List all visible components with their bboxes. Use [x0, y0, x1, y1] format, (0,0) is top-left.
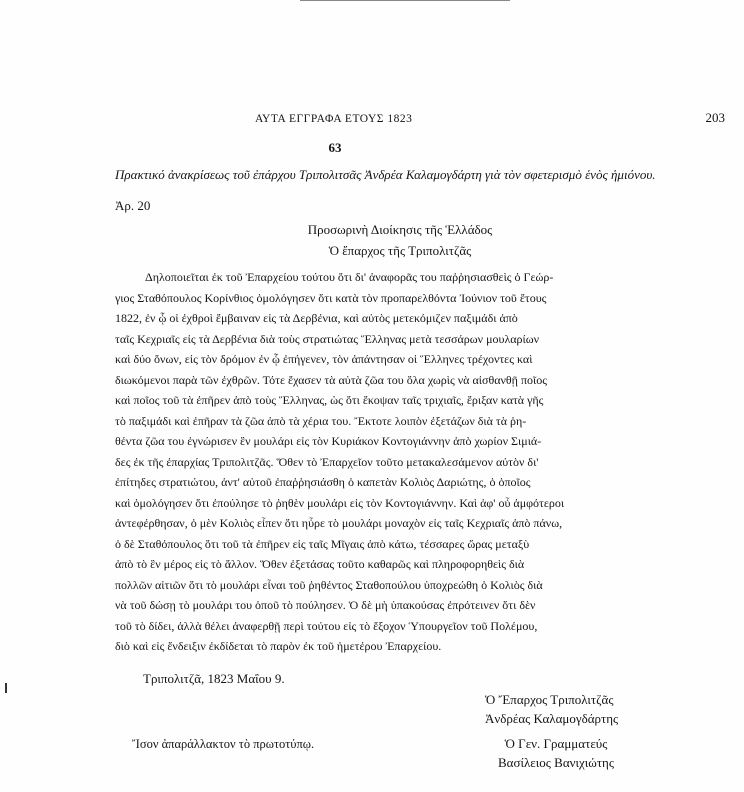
page-number: 203 [705, 110, 725, 125]
body-line: θέντα ζῶα του ἐγνώρισεν ἓν μουλάρι εἰς τὸν Κυριάκον Κοντογιάννην ἀπὸ χωρίον Σιμιά- [115, 434, 542, 448]
protocol-number: Ἀρ. 20 [115, 198, 151, 213]
document-summary: Πρακτικό ἀνακρίσεως τοῦ ἐπάρχου Τριπολιτσᾶς Ἀνδρέα Καλαμογδάρτη γιὰ τὸν σφετερισμὸ ἑνὸς ἡμιόνου. [115, 167, 656, 182]
body-line: ἐπίτηδες στρατιώτου, ἀντ' αὐτοῦ ἐπαῤῥησιάσθη ὁ καπετὰν Κολιὸς Δαριώτης, ὁ ὁποῖος [115, 475, 531, 489]
signature-name: Βασίλειος Βανιχιώτης [498, 754, 614, 770]
signatures [485, 690, 685, 772]
body-line: καὶ ὁμολόγησεν ὅτι ἐπούλησε τὸ ῥηθὲν μουλάρι εἰς τὸν Κοντογιάννην. Καὶ ἀφ' οὗ ἀμφότεροι [115, 495, 565, 510]
body-line: 1822, ἐν ᾧ οἱ ἐχθροὶ ἔμβαιναν εἰς τὰ Δερβένια, καὶ αὐτὸς μετεκόμιζεν παξιμάδι ἀπὸ [115, 311, 518, 325]
body-line: ἀπὸ τὸ ἓν μέρος εἰς τὸ ἄλλον. Ὅθεν ἐξετάσας τοῦτο καθαρῶς καὶ πληροφορηθεὶς διὰ [115, 557, 525, 571]
document-footer [115, 690, 685, 772]
signature-prefect [485, 690, 685, 728]
heading-authority: Προσωρινὴ Διοίκησις τῆς Ἑλλάδος [307, 222, 493, 237]
body-line: τὸ παξιμάδι καὶ ἐπῆραν τὰ ζῶα ἀπὸ τὰ χέρια του. Ἔκτοτε λοιπὸν ἐξετάζων διὰ τὰ ῥη- [115, 413, 527, 428]
body-line: διωκόμενοι παρὰ τῶν ἐχθρῶν. Τότε ἔχασεν τὰ αὐτὰ ζῶα του ὅλα χωρὶς νὰ αἰσθανθῇ ποῖος [115, 372, 547, 387]
document-heading [115, 219, 685, 261]
body-line: τοῦ τὸ δίδει, ἀλλὰ θέλει ἀναφερθῇ περὶ τούτου εἰς τὸ ἔξοχον Ὑπουργεῖον τοῦ Πολέμου, [115, 618, 538, 633]
document-number: 63 [328, 140, 342, 155]
certification-note: Ἴσον ἀπαράλλακτον τὸ πρωτοτύπῳ. [132, 736, 315, 751]
heading-issuer: Ὁ ἔπαρχος τῆς Τριπολιτζᾶς [328, 243, 472, 258]
body-line: πολλῶν αἰτιῶν ὅτι τὸ μουλάρι εἶναι τοῦ ῥηθέντος Σταθοπούλου ὑποχρεώθη ὁ Κολιὸς διὰ [115, 577, 543, 592]
signature-secretary [485, 734, 627, 772]
scan-artifact-top [300, 0, 510, 1]
body-line: διὸ καὶ εἰς ἔνδειξιν ἐκδίδεται τὸ παρὸν ἐκ τοῦ ἡμετέρου Ἐπαρχείου. [115, 639, 442, 653]
place-date: Τριπολιτζᾶ, 1823 Μαΐου 9. [143, 670, 285, 686]
signature-title: Ὁ Ἔπαρχος Τριπολιτζᾶς [485, 691, 614, 707]
body-line: ἀντεφέρθησαν, ὁ μὲν Κολιὸς εἶπεν ὅτι ηὗρε τὸ μουλάρι μοναχὸν εἰς ταῖς Κεχριαῖς ἀπὸ πάνω, [115, 516, 563, 530]
body-line: καὶ δύο ὄνων, εἰς τὸν δρόμον ἐν ᾧ ἐπήγενεν, τὸν ἀπάντησαν οἱ Ἕλληνες τρέχοντες καὶ [115, 352, 533, 366]
scan-artifact-margin [5, 683, 7, 693]
body-line: Δηλοποιεῖται ἐκ τοῦ Ἐπαρχείου τούτου ὅτι δι' ἀναφορᾶς του παῤῥησιασθεὶς ὁ Γεώρ- [145, 270, 554, 284]
body-line: γιος Σταθόπουλος Κορίνθιος ὁμολόγησεν ὅτι κατὰ τὸν προπαρελθόντα Ἰούνιον τοῦ ἔτους [115, 290, 547, 305]
running-head: ΑΥΤΑ ΕΓΓΡΑΦΑ ΕΤΟΥΣ 1823 [255, 113, 413, 125]
page-header [255, 110, 725, 126]
body-line: ὁ δὲ Σταθόπουλος ὅτι τοῦ τὰ ἐπῆρεν εἰς ταῖς Μῖγαις ἀπὸ κάτω, τέσσαρες ὥρας μεταξὺ [115, 536, 530, 551]
body-line: νὰ τοῦ δώσῃ τὸ μουλάρι του ὁποῦ τὸ πούλησεν. Ὁ δὲ μὴ ὑπακούσας ἐπρότεινεν ὅτι δὲν [115, 598, 536, 612]
body-line: καὶ ποῖος τοῦ τὰ ἐπῆρεν ἀπὸ τοὺς Ἕλληνας, ὡς ὅτι ἔκοψαν ταῖς τριχιαῖς, ἔριξαν κατὰ γῆς [115, 393, 544, 407]
signature-name: Ἀνδρέας Καλαμογδάρτης [485, 710, 619, 726]
signature-title: Ὁ Γεν. Γραμματεύς [504, 735, 608, 751]
document-body [115, 267, 687, 657]
body-line: ταῖς Κεχριαῖς εἰς τὰ Δερβένια διὰ τοὺς στρατιώτας Ἕλληνας μετὰ τεσσάρων μουλαρίων [115, 331, 540, 346]
body-line: δες ἐκ τῆς ἐπαρχίας Τριπολιτζᾶς. Ὅθεν τὸ Ἐπαρχεῖον τοῦτο μετακαλεσάμενον αὐτὸν δι' [115, 454, 539, 469]
